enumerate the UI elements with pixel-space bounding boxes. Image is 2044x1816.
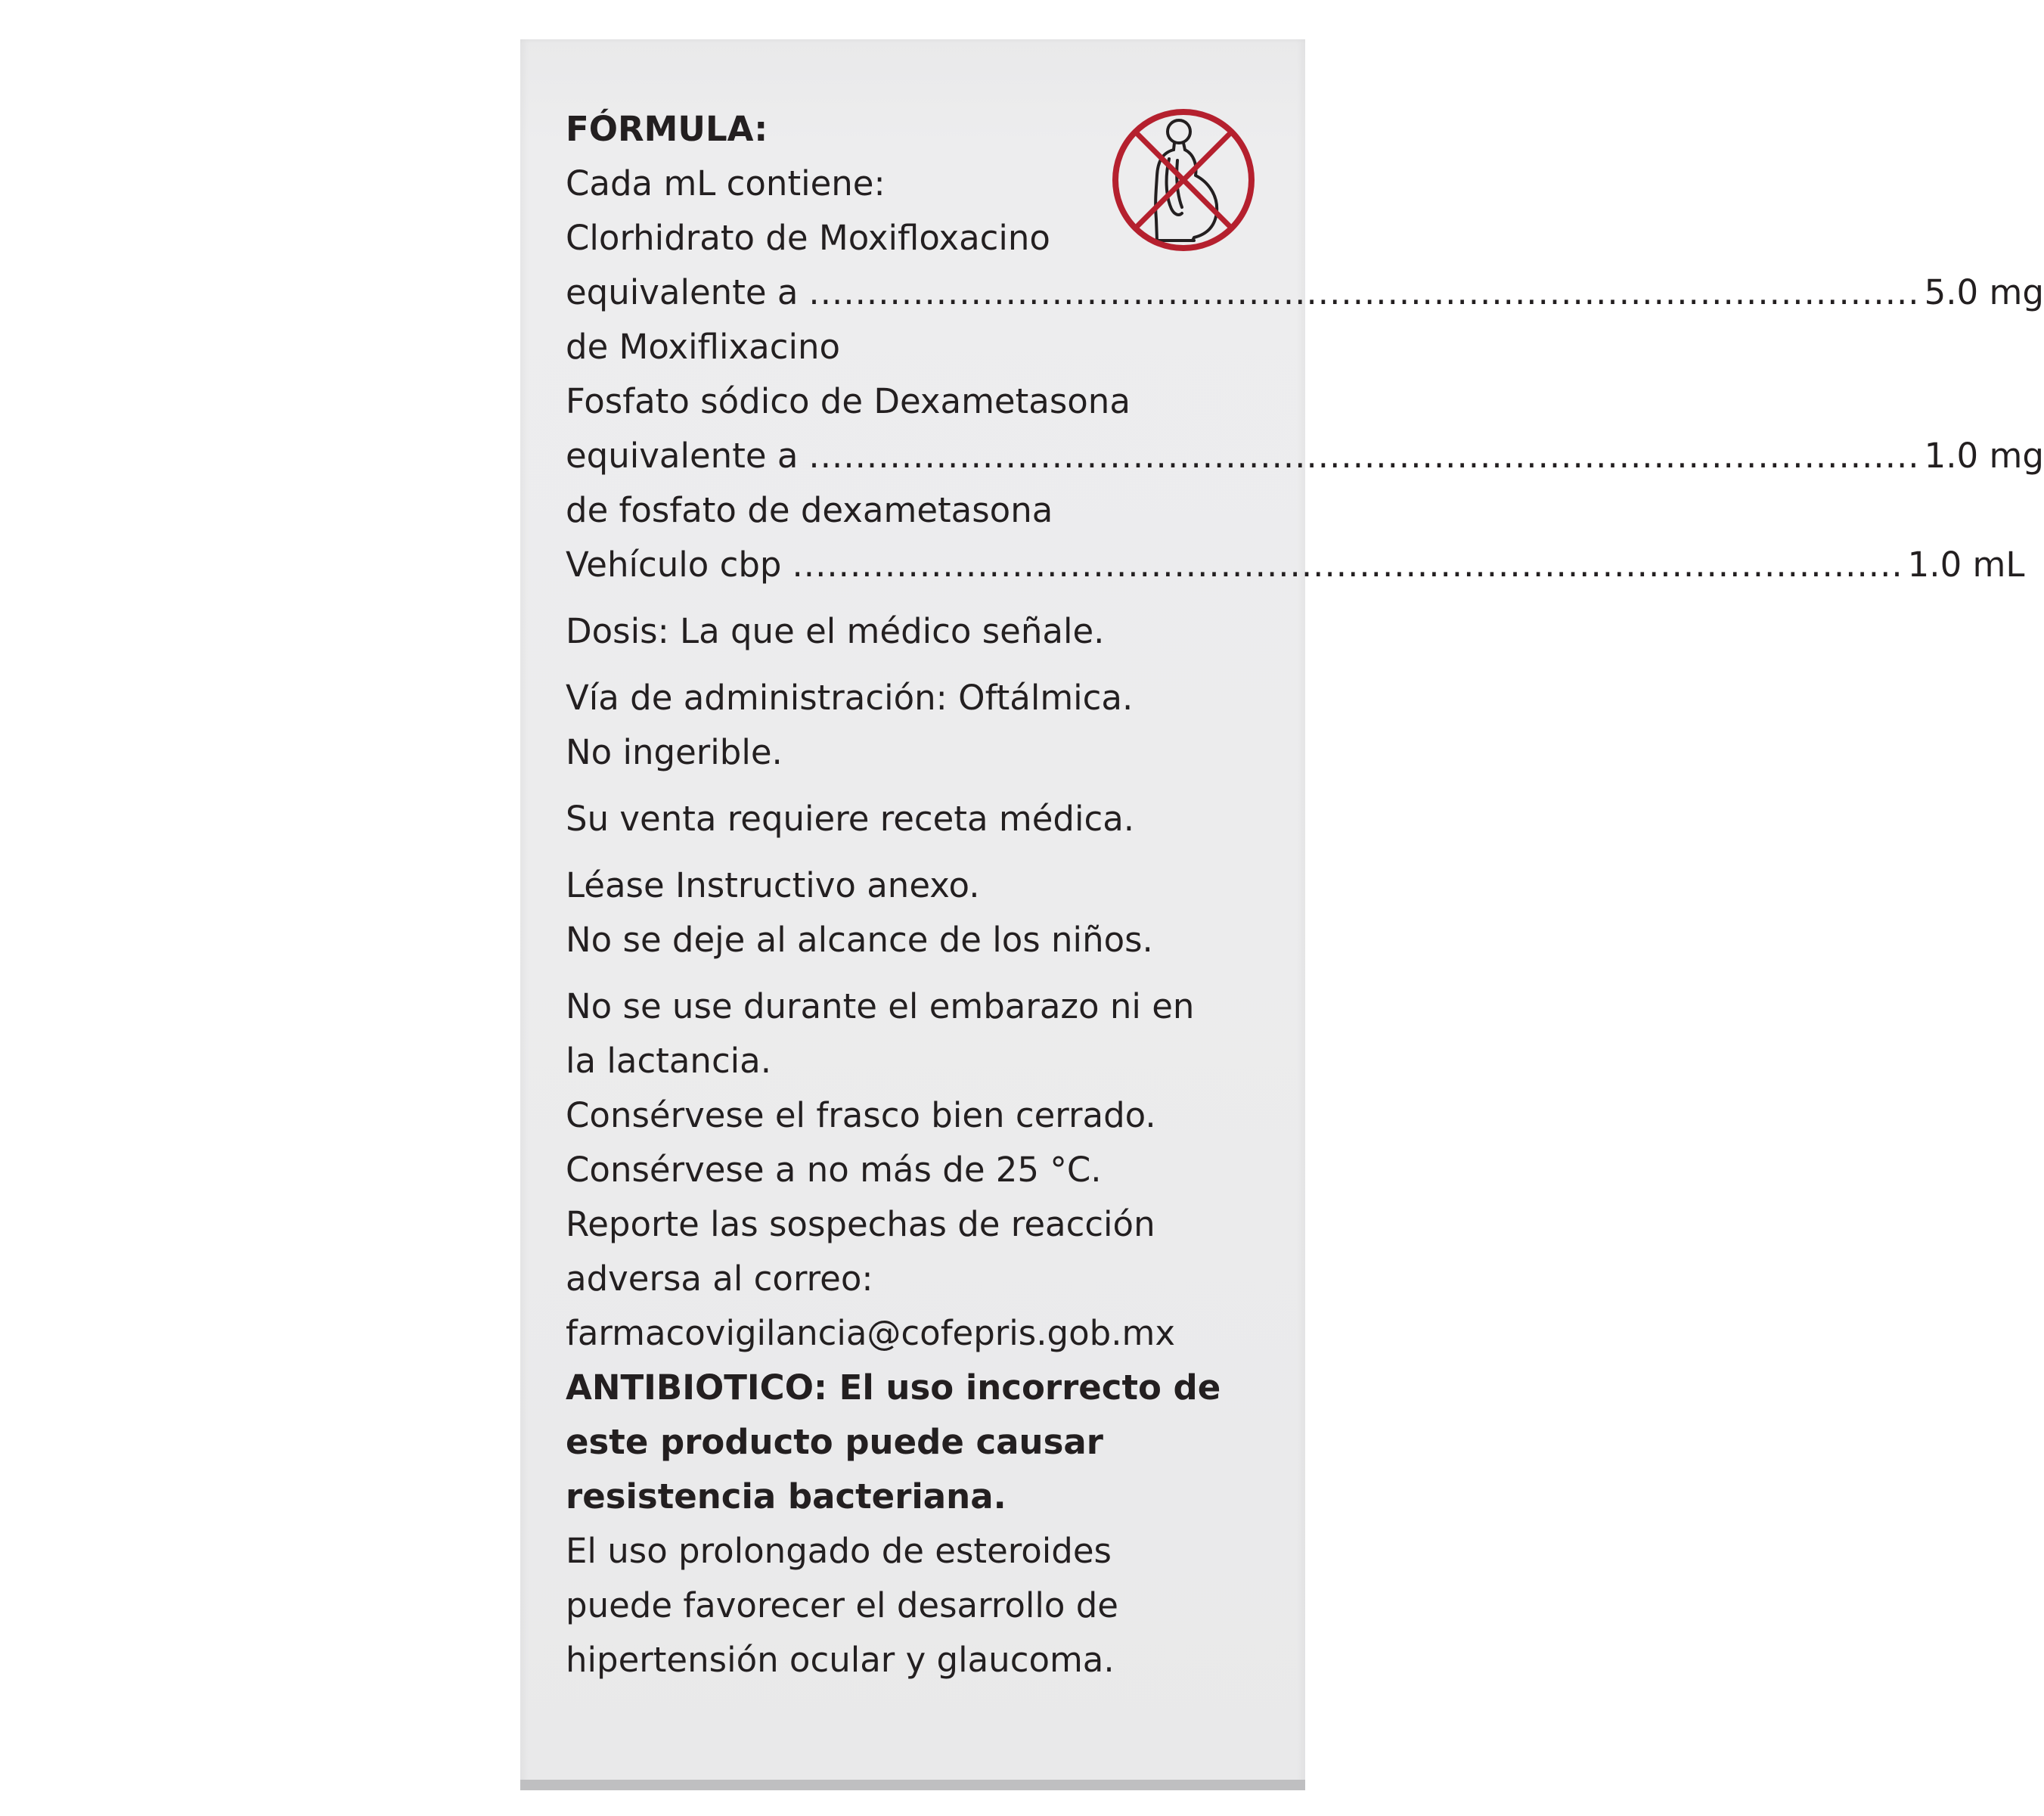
ingredient-amount: 1.0 mg xyxy=(1924,436,2044,476)
no-ingerible-text: No ingerible. xyxy=(566,732,783,772)
ninos-text: No se deje al alcance de los niños. xyxy=(566,920,1153,960)
ingredient-dose-row xyxy=(566,265,2044,320)
reporte-text-cont: adversa al correo: xyxy=(566,1259,873,1299)
reporte-email: farmacovigilancia@cofepris.gob.mx xyxy=(566,1313,1175,1353)
formula-intro: Cada mL contiene: xyxy=(566,163,886,203)
via-text: Vía de administración: Oftálmica. xyxy=(566,678,1134,718)
esteroides-warning: El uso prolongado de esteroides xyxy=(566,1531,1112,1571)
frasco-text: Consérvese el frasco bien cerrado. xyxy=(566,1095,1156,1135)
antibiotico-warning-cont: este producto puede causar xyxy=(566,1422,1103,1462)
temperatura-text: Consérvese a no más de 25 °C. xyxy=(566,1150,1102,1190)
ingredient-name: Clorhidrato de Moxifloxacino xyxy=(566,218,1050,258)
receta-text: Su venta requiere receta médica. xyxy=(566,799,1135,839)
dot-leader: ................................................................................................ xyxy=(792,545,1903,585)
reporte-text: Reporte las sospechas de reacción xyxy=(566,1204,1155,1244)
ingredient-equivalent-of: de fosfato de dexametasona xyxy=(566,490,1053,530)
esteroides-warning-cont: puede favorecer el desarrollo de xyxy=(566,1585,1118,1625)
ingredient-equiv-label: equivalente a xyxy=(566,272,799,312)
ingredient-equivalent-of: de Moxiflixacino xyxy=(566,327,841,367)
label-panel-bottom-edge xyxy=(520,1780,1305,1790)
embarazo-text-cont: la lactancia. xyxy=(566,1041,772,1081)
vehicle-row xyxy=(566,538,2025,592)
ingredient-amount: 5.0 mg xyxy=(1924,272,2044,312)
label-text xyxy=(566,102,2044,1687)
esteroides-warning-end: hipertensión ocular y glaucoma. xyxy=(566,1640,1115,1680)
dot-leader: ................................................................................................ xyxy=(808,436,1920,476)
ingredient-name: Fosfato sódico de Dexametasona xyxy=(566,381,1131,421)
vehicle-amount: 1.0 mL xyxy=(1907,545,2025,585)
dot-leader: ................................................................................................ xyxy=(808,272,1920,312)
ingredient-dose-row xyxy=(566,429,2044,483)
dosis-text: Dosis: La que el médico señale. xyxy=(566,611,1105,651)
antibiotico-warning-end: resistencia bacteriana. xyxy=(566,1476,1006,1516)
instructivo-text: Léase Instructivo anexo. xyxy=(566,865,980,905)
vehicle-label: Vehículo cbp xyxy=(566,545,782,585)
ingredient-equiv-label: equivalente a xyxy=(566,436,799,476)
formula-heading: FÓRMULA: xyxy=(566,109,768,149)
embarazo-text: No se use durante el embarazo ni en xyxy=(566,986,1195,1026)
antibiotico-warning: ANTIBIOTICO: El uso incorrecto de xyxy=(566,1367,1221,1408)
